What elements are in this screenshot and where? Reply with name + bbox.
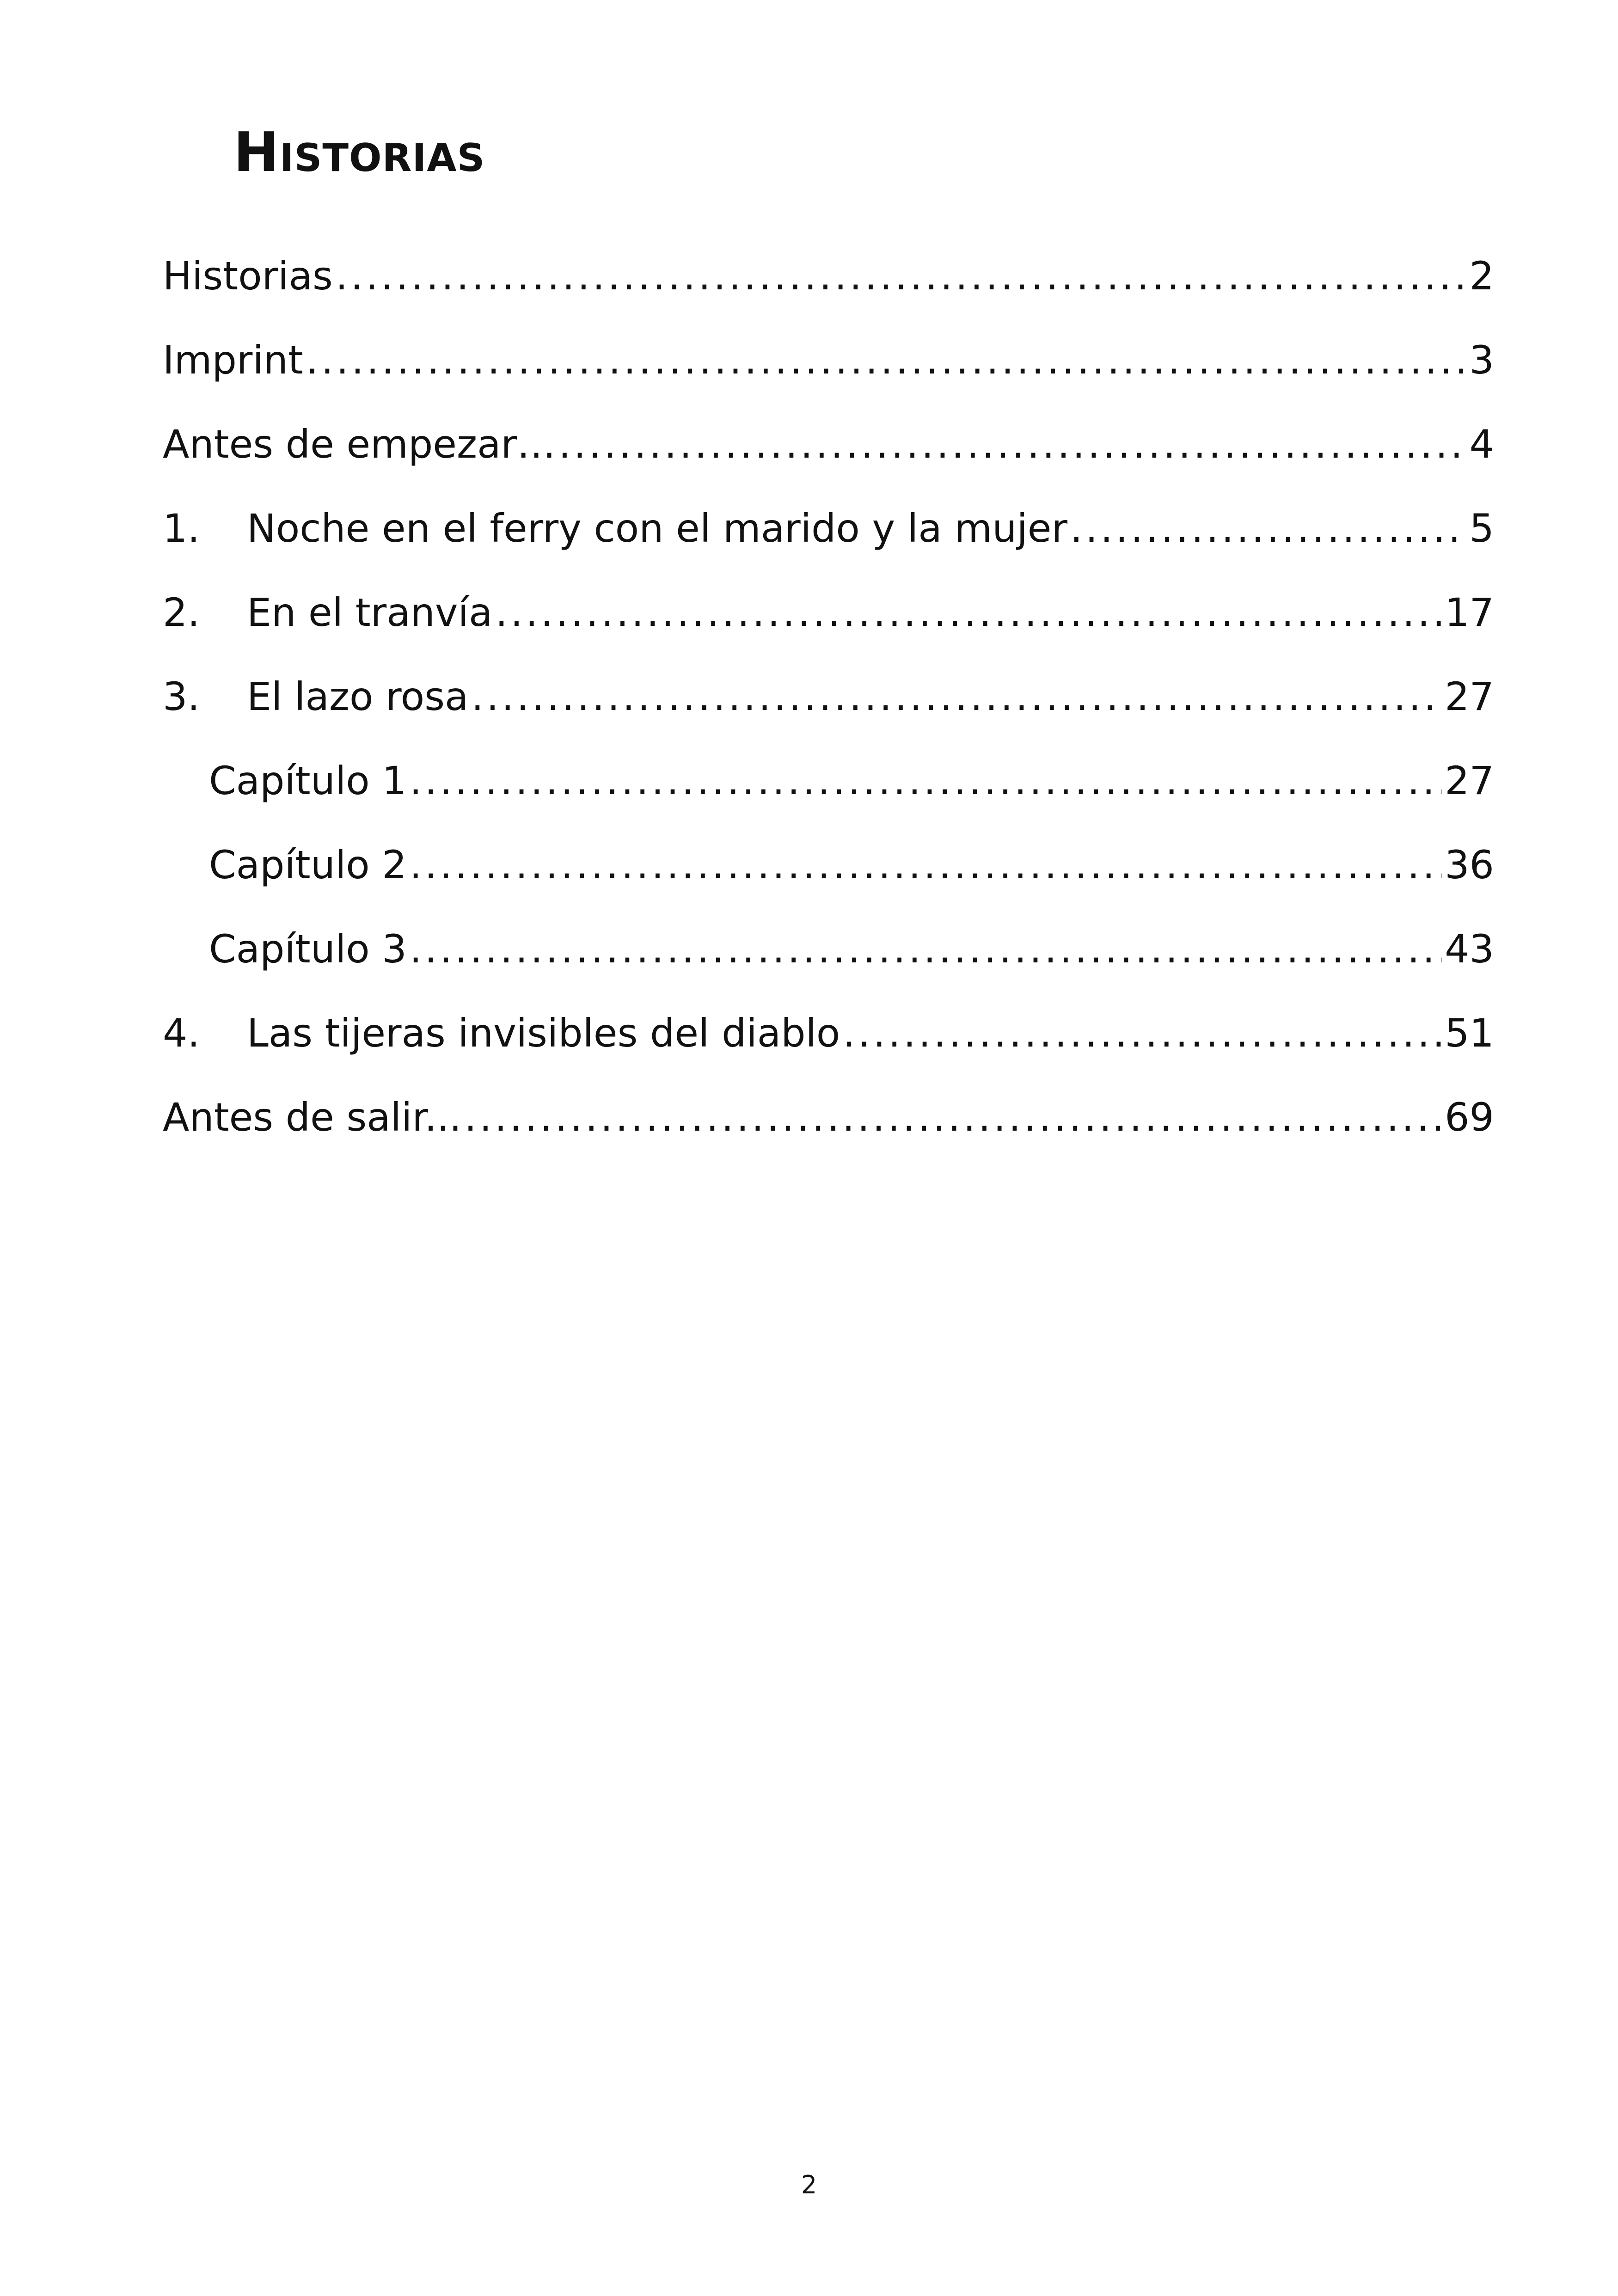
toc-entry-page: 43 — [1445, 926, 1494, 972]
toc-entry-label: En el tranvía — [247, 590, 493, 635]
toc-entry-number: 4. — [163, 1010, 200, 1056]
toc-entry-label: El lazo rosa — [247, 674, 469, 719]
toc-entry-label: Capítulo 3 — [209, 926, 407, 972]
toc-entry-number: 2. — [163, 590, 200, 635]
toc-dot-leader — [336, 257, 1467, 295]
toc-entry[interactable] — [163, 253, 1494, 341]
toc-entry-label: Capítulo 2 — [209, 842, 407, 888]
toc-entry-number: 3. — [163, 674, 200, 719]
toc-dot-leader — [410, 930, 1442, 968]
toc-entry-label: Imprint — [163, 337, 303, 383]
toc-entry-number: 1. — [163, 506, 200, 551]
toc-entry[interactable] — [163, 590, 1494, 677]
toc-entry-page: 27 — [1445, 674, 1494, 719]
toc-dot-leader — [471, 677, 1442, 716]
toc-entry-label: Historias — [163, 253, 333, 299]
toc-entry[interactable] — [163, 506, 1494, 593]
toc-entry-label: Noche en el ferry con el marido y la mujer — [247, 506, 1067, 551]
toc-entry-page: 3 — [1469, 337, 1494, 383]
toc-heading: Historias — [233, 120, 485, 184]
toc-subentry[interactable] — [163, 926, 1494, 1014]
toc-entry-page: 2 — [1469, 253, 1494, 299]
toc-entry-label: Las tijeras invisibles del diablo — [247, 1010, 840, 1056]
toc-dot-leader — [495, 593, 1442, 632]
toc-entry-page: 17 — [1445, 590, 1494, 635]
toc-entry[interactable] — [163, 674, 1494, 761]
toc-dot-leader — [558, 425, 1466, 464]
toc-entry-page: 36 — [1445, 842, 1494, 888]
toc-dot-leader — [410, 761, 1442, 800]
toc-entry-label: Capítulo 1 — [209, 758, 407, 803]
toc-entry-label: Antes de salir... — [163, 1095, 462, 1140]
toc-dot-leader — [843, 1014, 1442, 1053]
toc-entry[interactable] — [163, 337, 1494, 425]
toc-entry-page: 27 — [1445, 758, 1494, 803]
table-of-contents — [163, 253, 1494, 1182]
toc-entry[interactable] — [163, 422, 1494, 509]
toc-subentry[interactable] — [163, 758, 1494, 845]
toc-dot-leader — [1070, 509, 1467, 548]
toc-entry[interactable] — [163, 1010, 1494, 1098]
toc-dot-leader — [464, 1098, 1442, 1137]
toc-entry-page: 4 — [1469, 422, 1494, 467]
toc-entry-page: 69 — [1445, 1095, 1494, 1140]
toc-entry[interactable] — [163, 1095, 1494, 1182]
page-number: 2 — [801, 2170, 817, 2199]
toc-dot-leader — [410, 845, 1442, 884]
toc-entry-label: Antes de empezar… — [163, 422, 556, 467]
toc-dot-leader — [306, 341, 1467, 380]
toc-subentry[interactable] — [163, 842, 1494, 930]
toc-entry-page: 5 — [1469, 506, 1494, 551]
toc-entry-page: 51 — [1445, 1010, 1494, 1056]
